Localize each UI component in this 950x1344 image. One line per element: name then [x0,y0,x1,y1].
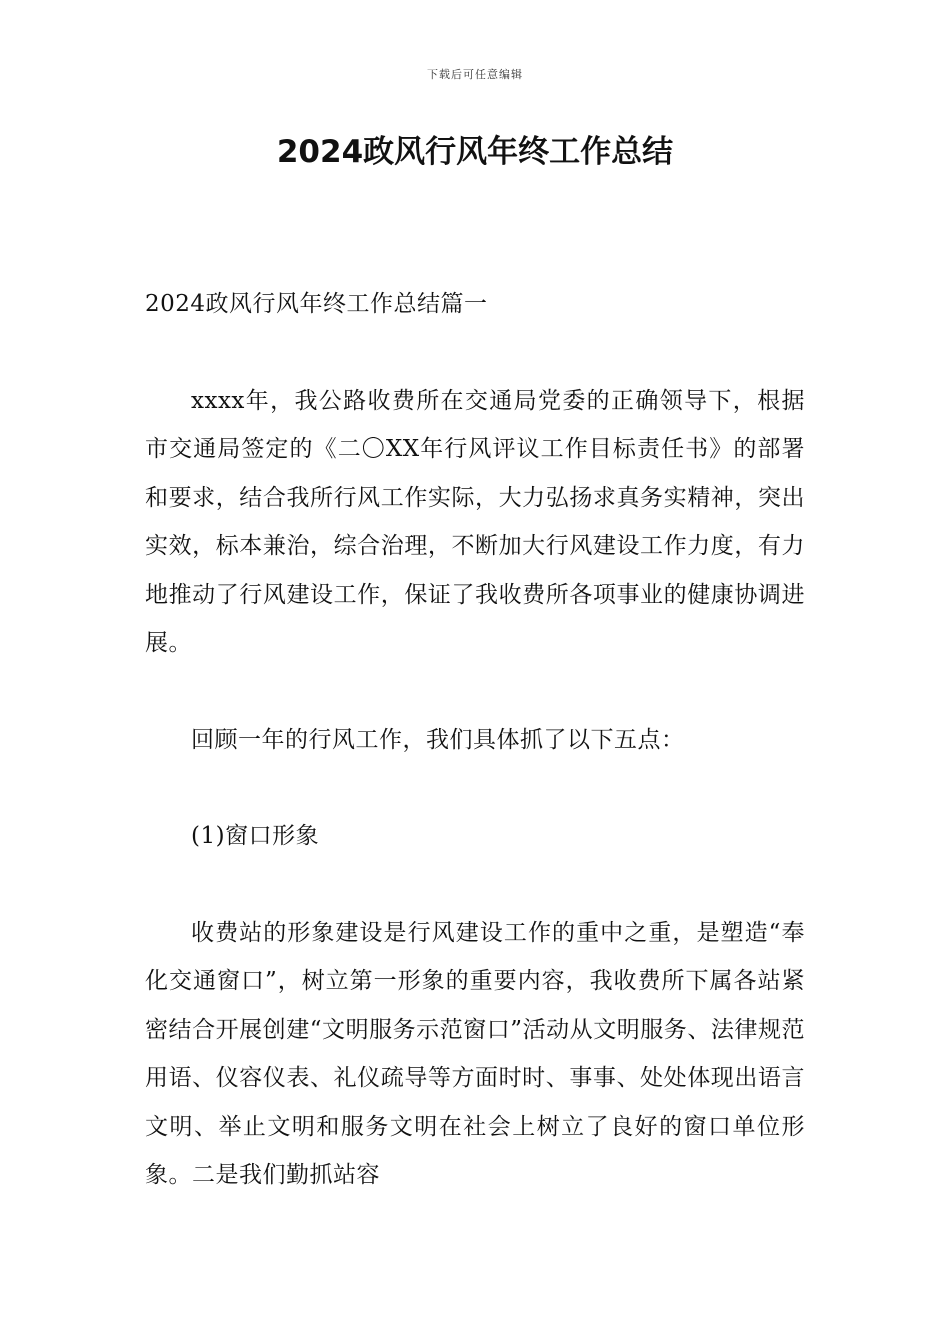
document-title: 2024政风行风年终工作总结 [276,134,674,170]
header-note: 下载后可任意编辑 [427,68,523,81]
paragraph-review: 回顾一年的行风工作，我们具体抓了以下五点： [191,726,685,753]
subheading-window-image: (1)窗口形象 [191,823,320,849]
paragraph-window-image: 收费站的形象建设是行风建设工作的重中之重，是塑造“奉化交通窗口”，树立第一形象的重要内容，我收费所下属各站紧密结合开展创建“文明服务示范窗口”活动从文明服务、法律规范用语、仪容仪表、礼仪疏导等方面时时、事事、处处体现出语言文明、举止文明和服务文明在社会上树立了良好的窗口单位形象。二是我们勤抓站容 [145,919,805,1188]
paragraph-intro: xxxx年，我公路收费所在交通局党委的正确领导下，根据市交通局签定的《二〇XX年行风评议工作目标责任书》的部署和要求，结合我所行风工作实际，大力弘扬求真务实精神，突出实效，标本兼治，综合治理，不断加大行风建设工作力度，有力地推动了行风建设工作，保证了我收费所各项事业的健康协调进展。 [145,387,805,656]
section-heading: 2024政风行风年终工作总结篇一 [145,291,488,317]
document-body [145,280,805,1200]
